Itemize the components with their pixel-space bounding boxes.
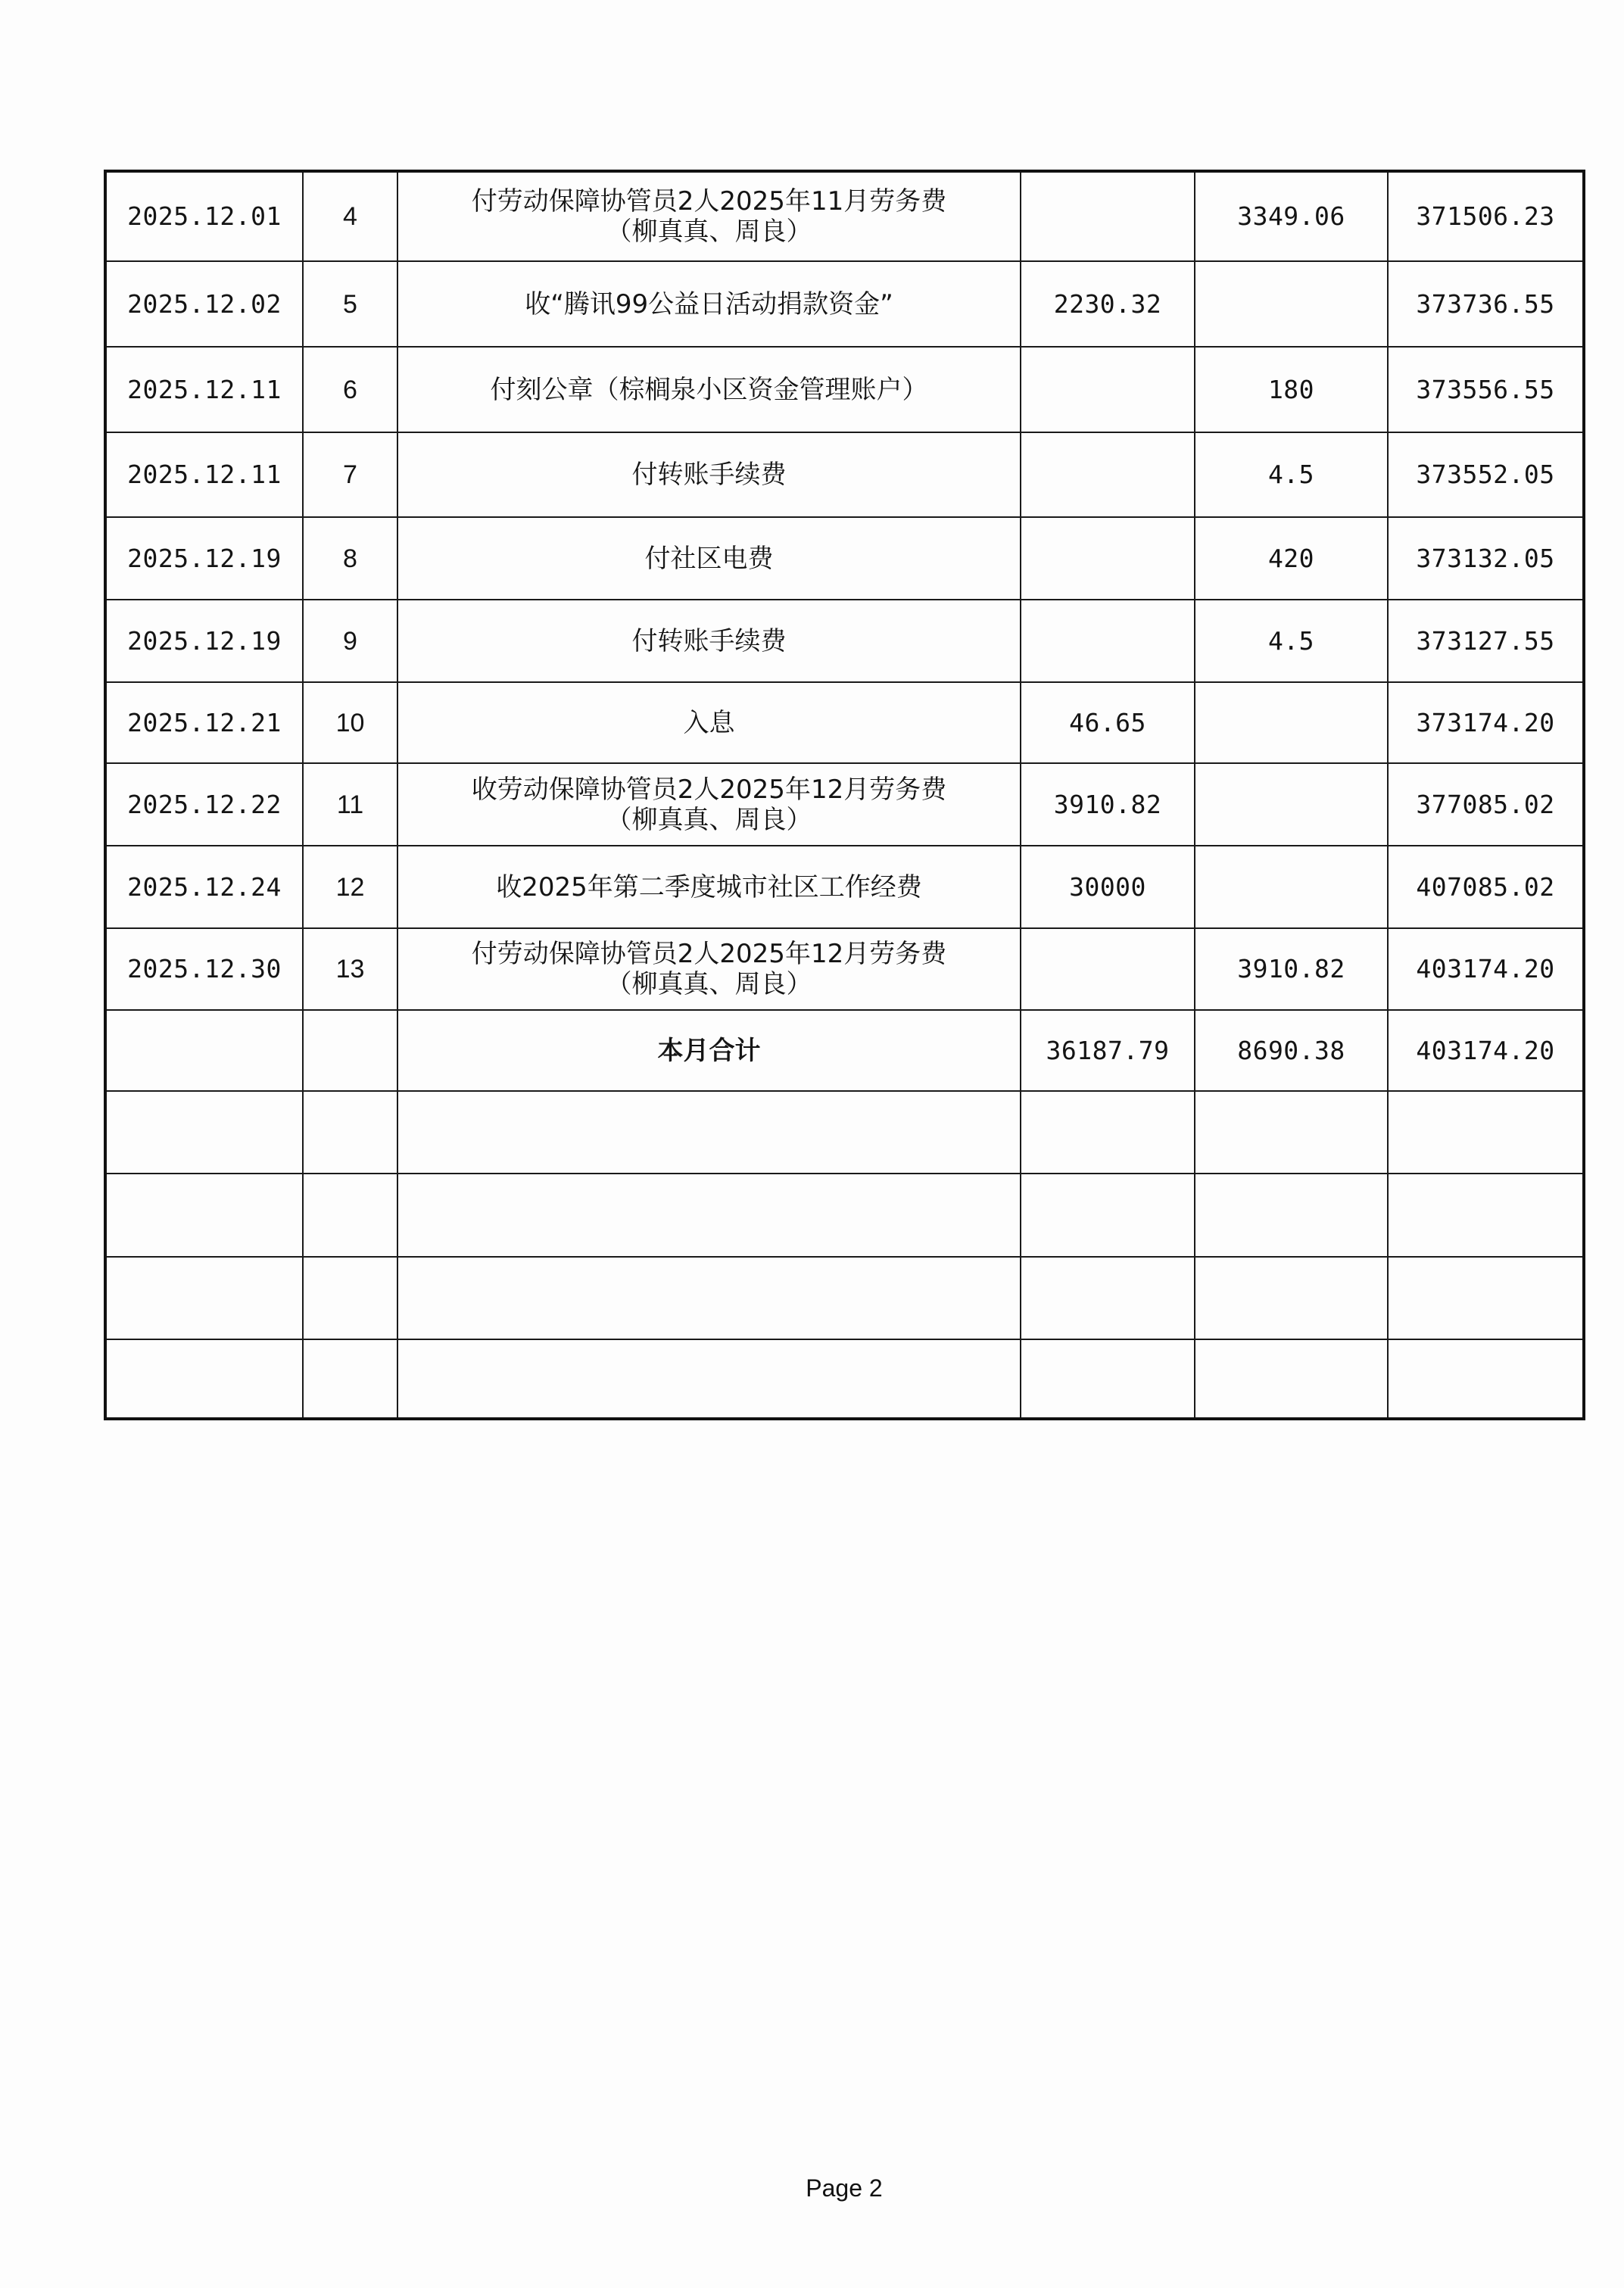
date-cell: 2025.12.01 [105, 171, 303, 261]
description-cell [397, 261, 1021, 347]
table-row [105, 763, 1584, 846]
balance-cell: 403174.20 [1388, 928, 1584, 1010]
description-line-1: 付劳动保障协管员2人2025年12月劳务费 [471, 939, 947, 969]
description-line-1: 付社区电费 [644, 543, 774, 574]
description-line-1: 付刻公章（棕榈泉小区资金管理账户） [490, 374, 928, 405]
income-cell [1021, 600, 1195, 682]
description-cell [397, 763, 1021, 846]
empty-cell [1388, 1257, 1584, 1339]
voucher-number-cell: 8 [303, 517, 397, 600]
description-line-1: 收“腾讯99公益日活动捐款资金” [525, 288, 893, 320]
empty-cell [105, 1174, 303, 1257]
expense-cell [1195, 763, 1388, 846]
description-cell [397, 517, 1021, 600]
empty-cell [105, 1091, 303, 1174]
expense-cell: 3349.06 [1195, 171, 1388, 261]
empty-cell [1021, 1174, 1195, 1257]
description-cell [397, 171, 1021, 261]
voucher-number-cell: 12 [303, 846, 397, 928]
voucher-number-cell: 6 [303, 347, 397, 432]
date-cell: 2025.12.24 [105, 846, 303, 928]
empty-cell [397, 1257, 1021, 1339]
table-row [105, 432, 1584, 517]
expense-cell: 4.5 [1195, 600, 1388, 682]
table-row [105, 682, 1584, 763]
balance-cell: 407085.02 [1388, 846, 1584, 928]
monthly-total-row [105, 1010, 1584, 1091]
empty-cell [105, 1339, 303, 1419]
description-line-2: （柳真真、周良） [606, 969, 812, 999]
empty-cell [1388, 1174, 1584, 1257]
income-cell [1021, 432, 1195, 517]
income-cell [1021, 517, 1195, 600]
monthly-total-label: 本月合计 [397, 1010, 1021, 1091]
blank-row [105, 1174, 1584, 1257]
expense-cell [1195, 846, 1388, 928]
empty-cell [303, 1257, 397, 1339]
date-cell: 2025.12.11 [105, 432, 303, 517]
date-cell: 2025.12.22 [105, 763, 303, 846]
table-row [105, 846, 1584, 928]
empty-cell [303, 1010, 397, 1091]
blank-row [105, 1091, 1584, 1174]
empty-cell [1388, 1339, 1584, 1419]
voucher-number-cell: 9 [303, 600, 397, 682]
date-cell: 2025.12.30 [105, 928, 303, 1010]
total-expense-cell: 8690.38 [1195, 1010, 1388, 1091]
table-row [105, 261, 1584, 347]
date-cell: 2025.12.11 [105, 347, 303, 432]
income-cell [1021, 928, 1195, 1010]
voucher-number-cell: 7 [303, 432, 397, 517]
date-cell: 2025.12.19 [105, 600, 303, 682]
voucher-number-cell: 4 [303, 171, 397, 261]
expense-cell [1195, 682, 1388, 763]
description-cell [397, 600, 1021, 682]
table-row [105, 600, 1584, 682]
income-cell: 30000 [1021, 846, 1195, 928]
blank-row [105, 1339, 1584, 1419]
empty-cell [1388, 1091, 1584, 1174]
empty-cell [397, 1174, 1021, 1257]
table-row [105, 347, 1584, 432]
description-cell [397, 347, 1021, 432]
empty-cell [303, 1091, 397, 1174]
income-cell [1021, 171, 1195, 261]
date-cell: 2025.12.02 [105, 261, 303, 347]
table-row [105, 928, 1584, 1010]
page-number: Page 2 [806, 2174, 883, 2202]
expense-cell: 180 [1195, 347, 1388, 432]
ledger-table [104, 170, 1585, 1420]
empty-cell [303, 1174, 397, 1257]
description-line-1: 收劳动保障协管员2人2025年12月劳务费 [471, 774, 947, 805]
empty-cell [1195, 1257, 1388, 1339]
expense-cell: 420 [1195, 517, 1388, 600]
date-cell: 2025.12.19 [105, 517, 303, 600]
empty-cell [397, 1339, 1021, 1419]
description-cell [397, 682, 1021, 763]
description-line-1: 付转账手续费 [631, 625, 787, 656]
empty-cell [1021, 1339, 1195, 1419]
empty-cell [1195, 1091, 1388, 1174]
balance-cell: 373127.55 [1388, 600, 1584, 682]
description-line-2: （柳真真、周良） [606, 217, 812, 247]
balance-cell: 373552.05 [1388, 432, 1584, 517]
balance-cell: 373132.05 [1388, 517, 1584, 600]
date-cell: 2025.12.21 [105, 682, 303, 763]
description-line-1: 收2025年第二季度城市社区工作经费 [496, 871, 922, 902]
income-cell: 3910.82 [1021, 763, 1195, 846]
balance-cell: 377085.02 [1388, 763, 1584, 846]
voucher-number-cell: 13 [303, 928, 397, 1010]
description-line-1: 付转账手续费 [631, 460, 787, 490]
empty-cell [303, 1339, 397, 1419]
expense-cell: 4.5 [1195, 432, 1388, 517]
balance-cell: 373556.55 [1388, 347, 1584, 432]
description-line-2: （柳真真、周良） [606, 804, 812, 835]
table-row [105, 171, 1584, 261]
voucher-number-cell: 5 [303, 261, 397, 347]
blank-row [105, 1257, 1584, 1339]
table-row [105, 517, 1584, 600]
description-cell [397, 846, 1021, 928]
empty-cell [105, 1010, 303, 1091]
total-income-cell: 36187.79 [1021, 1010, 1195, 1091]
description-cell [397, 432, 1021, 517]
expense-cell: 3910.82 [1195, 928, 1388, 1010]
total-balance-cell: 403174.20 [1388, 1010, 1584, 1091]
voucher-number-cell: 11 [303, 763, 397, 846]
empty-cell [105, 1257, 303, 1339]
balance-cell: 373174.20 [1388, 682, 1584, 763]
empty-cell [1021, 1257, 1195, 1339]
empty-cell [1195, 1339, 1388, 1419]
income-cell: 46.65 [1021, 682, 1195, 763]
description-line-1: 入息 [683, 707, 735, 738]
empty-cell [1195, 1174, 1388, 1257]
balance-cell: 373736.55 [1388, 261, 1584, 347]
voucher-number-cell: 10 [303, 682, 397, 763]
description-cell [397, 928, 1021, 1010]
empty-cell [397, 1091, 1021, 1174]
expense-cell [1195, 261, 1388, 347]
income-cell: 2230.32 [1021, 261, 1195, 347]
description-line-1: 付劳动保障协管员2人2025年11月劳务费 [471, 186, 947, 217]
balance-cell: 371506.23 [1388, 171, 1584, 261]
income-cell [1021, 347, 1195, 432]
empty-cell [1021, 1091, 1195, 1174]
